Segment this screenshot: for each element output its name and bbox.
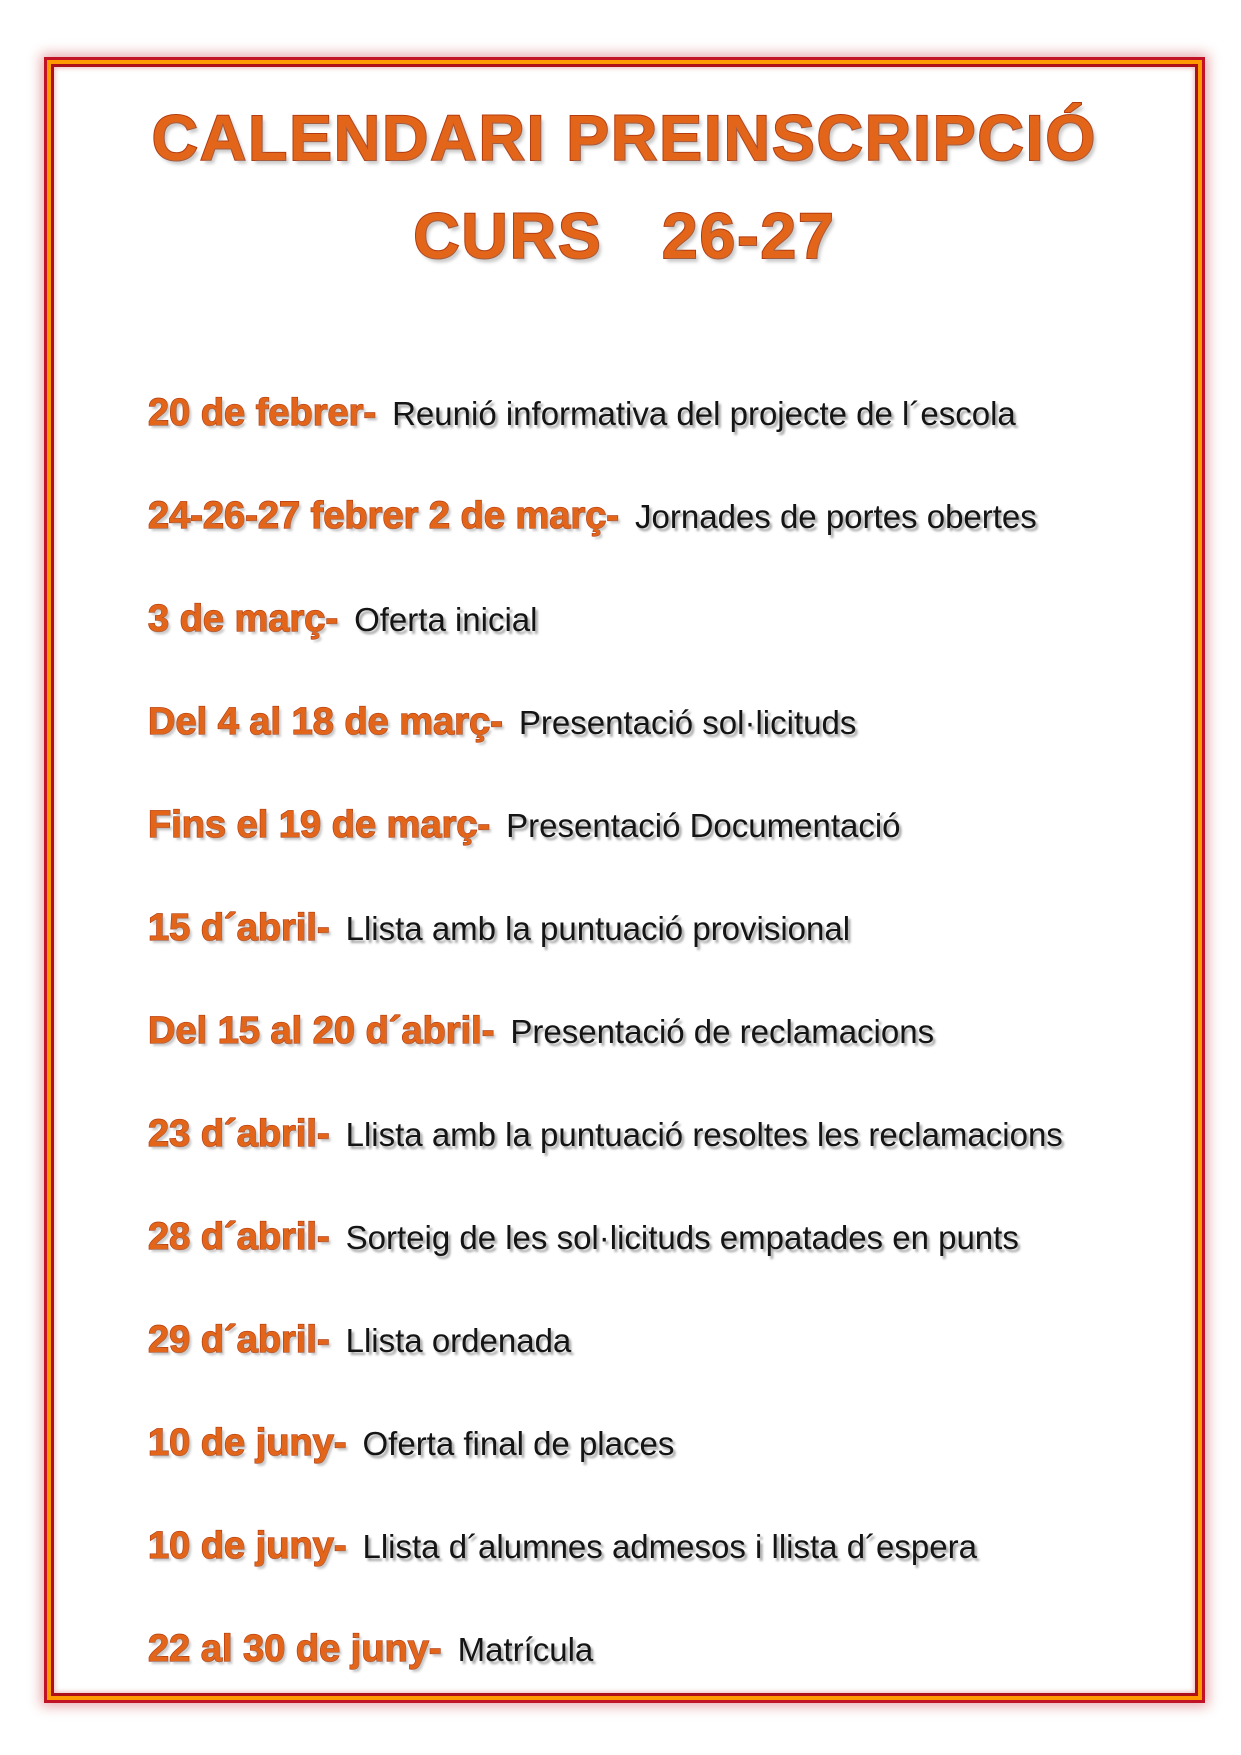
course-subtitle: CURS 26-27 <box>413 200 836 272</box>
event-row <box>148 1421 1187 1473</box>
event-date: 23 d´abril- <box>148 1113 330 1155</box>
event-description: Presentació Documentació <box>506 807 901 844</box>
event-description: Reunió informativa del projecte de l´escola <box>392 395 1016 432</box>
page-frame <box>51 64 1198 1696</box>
event-description: Llista d´alumnes admesos i llista d´espera <box>362 1528 977 1565</box>
event-description: Matrícula <box>457 1631 594 1668</box>
event-description: Oferta final de places <box>362 1425 675 1462</box>
event-row <box>148 1215 1187 1267</box>
event-row <box>148 1524 1187 1576</box>
event-description: Llista amb la puntuació resoltes les reclamacions <box>345 1116 1063 1153</box>
event-date: 24-26-27 febrer 2 de març- <box>148 495 620 537</box>
event-row <box>148 803 1187 855</box>
event-date: 10 de juny- <box>148 1525 347 1567</box>
event-date: 10 de juny- <box>148 1422 347 1464</box>
event-date: Fins el 19 de març- <box>148 804 491 846</box>
event-description: Llista ordenada <box>345 1322 572 1359</box>
event-description: Oferta inicial <box>354 601 538 638</box>
page-title: CALENDARI PREINSCRIPCIÓ <box>151 102 1098 174</box>
events-list <box>54 391 1195 1679</box>
event-date: Del 4 al 18 de març- <box>148 701 503 743</box>
event-row <box>148 391 1187 443</box>
event-description: Jornades de portes obertes <box>635 498 1037 535</box>
event-date: 20 de febrer- <box>148 392 377 434</box>
event-row <box>148 906 1187 958</box>
event-date: 28 d´abril- <box>148 1216 330 1258</box>
event-row <box>148 1318 1187 1370</box>
event-row <box>148 597 1187 649</box>
event-row <box>148 1627 1187 1679</box>
event-description: Presentació sol·licituds <box>518 704 857 741</box>
event-date: Del 15 al 20 d´abril- <box>148 1010 495 1052</box>
event-date: 15 d´abril- <box>148 907 330 949</box>
event-row <box>148 700 1187 752</box>
event-date: 29 d´abril- <box>148 1319 330 1361</box>
event-description: Sorteig de les sol·licituds empatades en punts <box>345 1219 1019 1256</box>
event-date: 3 de març- <box>148 598 339 640</box>
event-date: 22 al 30 de juny- <box>148 1628 442 1670</box>
event-row <box>148 494 1187 546</box>
event-row <box>148 1112 1187 1164</box>
event-row <box>148 1009 1187 1061</box>
event-description: Llista amb la puntuació provisional <box>345 910 851 947</box>
event-description: Presentació de reclamacions <box>510 1013 935 1050</box>
